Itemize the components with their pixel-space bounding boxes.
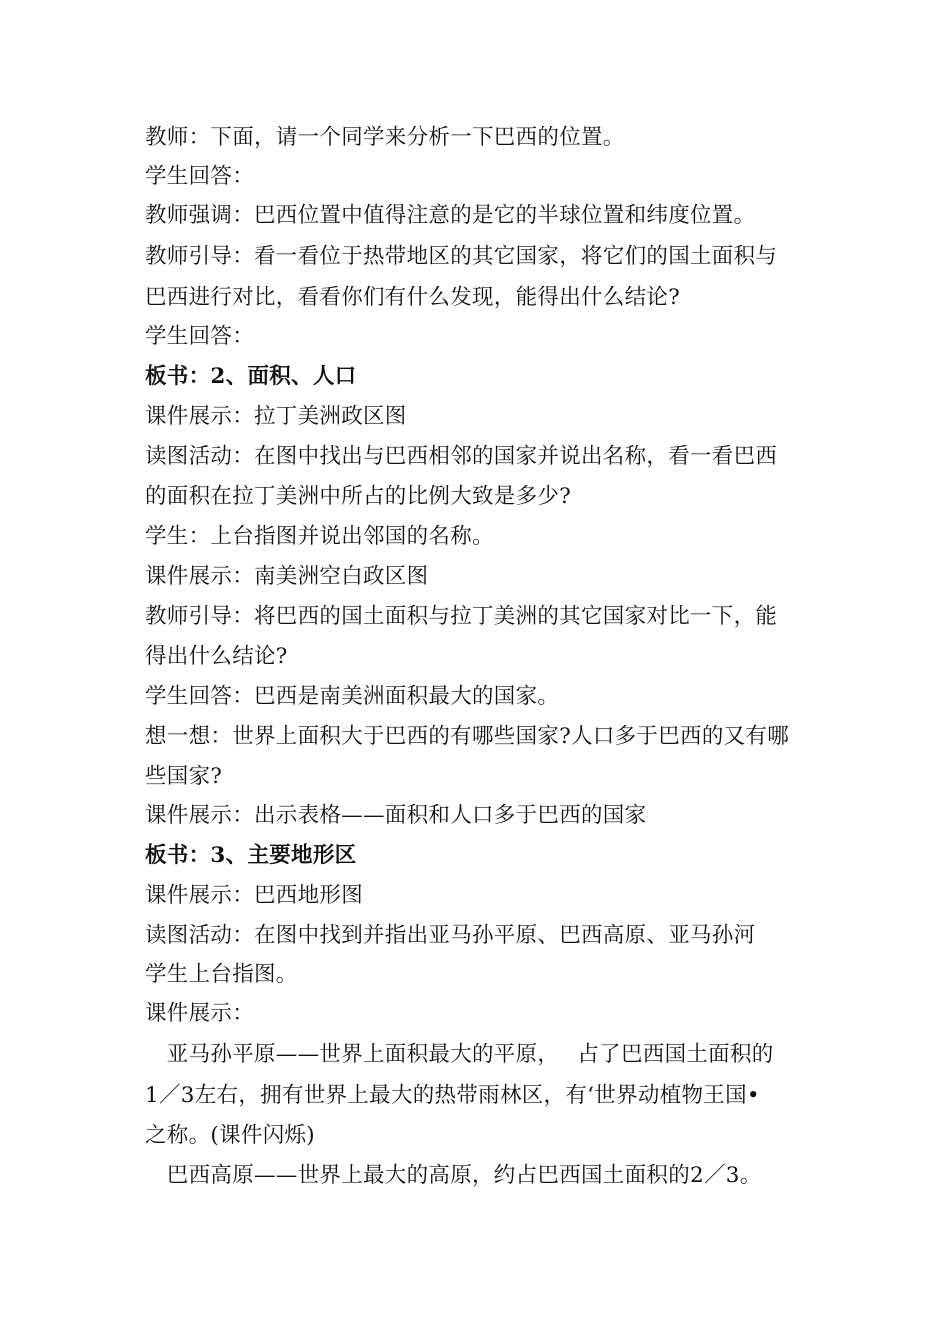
text-line: 学生上台指图。 [145, 962, 298, 987]
section-heading: 板书：2、面积、人口 [145, 364, 357, 389]
text-line: 想一想：世界上面积大于巴西的有哪些国家?人口多于巴西的又有哪 [145, 724, 790, 749]
text-line: 巴西高原——世界上最大的高原，约占巴西国土面积的2／3。 [145, 1163, 762, 1188]
text-line: 教师引导：将巴西的国土面积与拉丁美洲的其它国家对比一下，能 [145, 604, 778, 629]
text-line: 巴西进行对比，看看你们有什么发现，能得出什么结论? [145, 285, 681, 310]
text-line: 教师引导：看一看位于热带地区的其它国家，将它们的国土面积与 [145, 244, 778, 269]
text-line: 些国家? [145, 764, 223, 789]
text-line: 的面积在拉丁美洲中所占的比例大致是多少? [145, 484, 572, 509]
text-line: 学生回答： [145, 164, 255, 189]
text-line: 之称。(课件闪烁) [145, 1123, 315, 1148]
text-line: 学生回答： [145, 324, 255, 349]
text-line: 教师：下面，请一个同学来分析一下巴西的位置。 [145, 125, 625, 150]
text-line: 亚马孙平原——世界上面积最大的平原， 占了巴西国土面积的 [145, 1042, 774, 1067]
text-line: 课件展示： [145, 1001, 255, 1026]
text-line: 读图活动：在图中找出与巴西相邻的国家并说出名称，看一看巴西 [145, 444, 778, 469]
section-heading: 板书：3、主要地形区 [145, 843, 357, 868]
text-line: 课件展示：出示表格——面积和人口多于巴西的国家 [145, 803, 647, 828]
text-line: 学生：上台指图并说出邻国的名称。 [145, 524, 494, 549]
text-line: 学生回答：巴西是南美洲面积最大的国家。 [145, 684, 560, 709]
text-line: 课件展示：拉丁美洲政区图 [145, 404, 407, 429]
text-line: 教师强调：巴西位置中值得注意的是它的半球位置和纬度位置。 [145, 203, 756, 228]
text-line: 课件展示：巴西地形图 [145, 883, 364, 908]
text-line: 得出什么结论? [145, 644, 288, 669]
text-line: 1／3左右，拥有世界上最大的热带雨林区，有‘世界动植物王国• [145, 1083, 760, 1108]
text-line: 读图活动：在图中找到并指出亚马孙平原、巴西高原、亚马孙河 [145, 923, 756, 948]
text-line: 课件展示：南美洲空白政区图 [145, 564, 429, 589]
